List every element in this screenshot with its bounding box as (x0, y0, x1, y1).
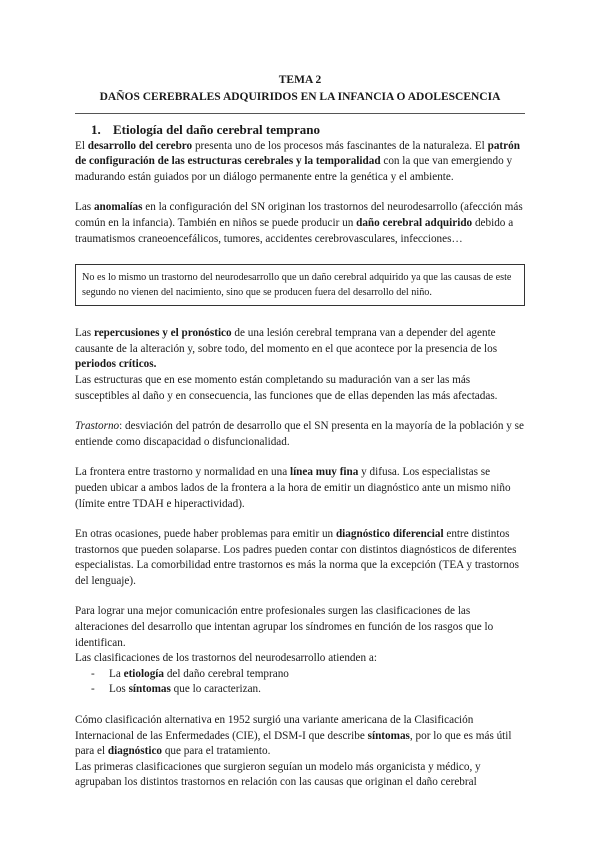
text-run: presenta uno de los procesos más fascinantes de la naturaleza. El (192, 139, 488, 152)
paragraph-dsm (75, 713, 525, 760)
paragraph-boundary (75, 465, 525, 512)
bold-term: etiología (123, 667, 165, 680)
section-title: Etiología del daño cerebral temprano (113, 122, 321, 137)
text-run: La (109, 667, 124, 680)
text-run: y difusa. Los especialistas se pueden ubicar a ambos lados de la frontera a la hora de emitir un diagnóstico ante un mismo niño (límite entre TDAH e hiperactividad). (75, 466, 511, 510)
text-run: Los (109, 683, 129, 696)
paragraph-disorder-definition (75, 419, 525, 450)
note-box: No es lo mismo un trastorno del neurodesarrollo que un daño cerebral adquirido ya que las causas de este segundo no vienen del nacimiento, sino que se producen fuera del desarrollo del niño. (75, 264, 525, 306)
paragraph-differential-diagnosis (75, 527, 525, 589)
bold-term: daño cerebral adquirido (356, 216, 473, 229)
text-run: con la que van emergiendo y madurando están guiados por un diálogo permanente entre la genética y el ambiente. (75, 155, 513, 183)
text-run: entre distintos trastornos que pueden solaparse. Los padres pueden contar con distintos diagnósticos de diferentes especialistas. La comorbilidad entre trastornos es más la norma que la excepción (TEA y trastornos del lenguaje). (75, 528, 519, 587)
paragraph-classifications: Para lograr una mejor comunicación entre profesionales surgen las clasificaciones de las alteraciones del desarrollo que intentan agrupar los síndromes en función de los rasgos que lo identifican. (75, 605, 494, 649)
bold-term: repercusiones y el pronóstico (93, 327, 232, 340)
text-run: Las (75, 327, 94, 340)
bold-term: periodos críticos. (75, 358, 157, 371)
bold-term: patrón de configuración de las estructuras cerebrales y la temporalidad (75, 139, 520, 168)
text-run: , por lo que es más útil para el (75, 729, 512, 758)
text-run: La frontera entre trastorno y normalidad en una (75, 466, 290, 479)
text-run: del daño cerebral temprano (164, 667, 289, 680)
text-run: que lo caracterizan. (170, 683, 261, 696)
text-run: de una lesión cerebral temprana van a depender del agente causante de la alteración y, sobre todo, del momento en el que acontece por la presencia de los (75, 327, 498, 355)
italic-term: Trastorno (75, 420, 120, 433)
title-divider (75, 113, 525, 114)
paragraph-repercussions (75, 326, 525, 373)
bold-term: línea muy fina (289, 466, 359, 479)
text-run: Cómo clasificación alternativa en 1952 surgió una variante americana de la Clasificación Internacional de las Enfermedades (CIE), el DSM-I que describe (75, 714, 474, 742)
text-run: En otras ocasiones, puede haber problemas para emitir un (75, 528, 336, 541)
section-number: 1. (91, 122, 101, 137)
bold-term: desarrollo del cerebro (87, 139, 193, 152)
classification-criteria-list (75, 667, 525, 698)
text-run: : desviación del patrón de desarrollo que el SN presenta en la mayoría de la población y se entiende como discapacidad o disfuncionalidad. (75, 420, 524, 448)
bold-term: síntomas (128, 683, 171, 696)
bold-term: diagnóstico diferencial (335, 528, 444, 541)
topic-title: DAÑOS CEREBRALES ADQUIRIDOS EN LA INFANCIA O ADOLESCENCIA (99, 91, 501, 103)
bold-term: síntomas (367, 729, 410, 742)
paragraph-structures: Las estructuras que en ese momento están completando su maduración van a ser las más susceptibles al daño y en consecuencia, las funciones que de ellas dependen las más afectadas. (75, 373, 498, 402)
bold-term: diagnóstico (107, 745, 163, 758)
topic-number: TEMA 2 (278, 74, 322, 86)
text-run: El (75, 139, 88, 152)
paragraph-anomalies (75, 200, 525, 247)
section-heading (91, 122, 525, 138)
text-run: Las (75, 201, 94, 214)
paragraph-early-classifications: Las primeras clasificaciones que surgieron seguían un modelo más organicista y médico, y agrupaban los distintos trastornos en relación con las causas que originan el daño cerebral (75, 760, 481, 789)
text-run: en la configuración del SN originan los trastornos del neurodesarrollo (afección más común en la infancia). También en niños se puede producir un (75, 201, 523, 229)
paragraph-brain-development (75, 139, 525, 186)
list-item (93, 667, 525, 683)
bold-term: anomalías (93, 201, 143, 214)
list-item (93, 682, 525, 698)
paragraph-classifications-intro: Las clasificaciones de los trastornos del neurodesarrollo atienden a: (75, 652, 377, 665)
page-content (75, 72, 525, 791)
text-run: debido a traumatismos craneoencefálicos, tumores, accidentes cerebrovasculares, infecciones… (75, 216, 514, 245)
text-run: que para el tratamiento. (162, 745, 271, 758)
